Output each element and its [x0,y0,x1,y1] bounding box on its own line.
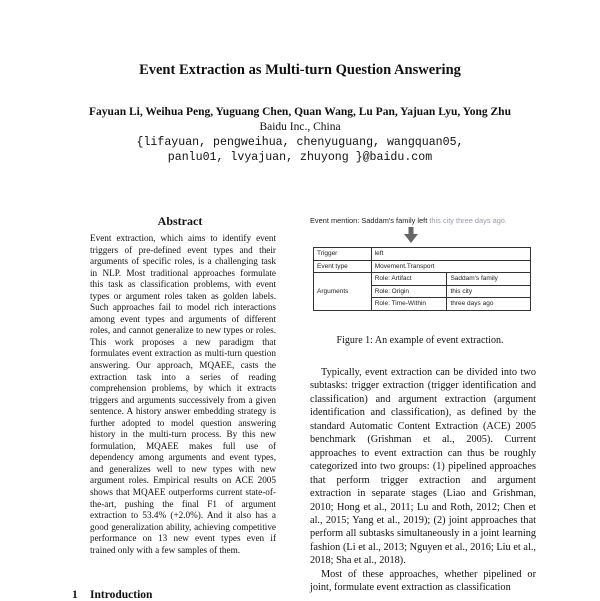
email-line-2: panlu01, lvyajuan, zhuyong }@baidu.com [167,151,433,164]
figure-sentence-faded: this city three days ago. [429,216,507,225]
figure-caption: Figure 1: An example of event extraction. [336,335,504,346]
table-row [314,260,531,273]
email-line-1: {lifayuan, pengweihua, chenyuguang, wangquan05, [136,136,464,149]
argument-value: Saddam's family [447,273,531,286]
paper-title: Event Extraction as Multi-turn Question Answering [139,62,461,78]
figure-table [313,247,531,311]
abstract-text: Event extraction, which aims to identify event triggers of pre-defined event types and their arguments of specific roles, is a challenging task in NLP. Most traditional approaches formulate this task as classification problems, with event types or argument roles taken as golden labels. Such approaches fail to model rich interactions among event types and arguments of different roles, and cannot generalize to new types or roles. This work proposes a new paradigm that formulates event extraction as multi-turn question answering. Our approach, MQAEE, casts the extraction task into a series of reading comprehension problems, by which it extracts triggers and arguments successively from a given sentence. A history answer embedding strategy is further adopted to model question answering history in the multi-turn process. By this new formulation, MQAEE makes full use of dependency among arguments and event types, and generalizes well to new types with new argument roles. Empirical results on ACE 2005 shows that MQAEE outperforms current state-of-the-art, pushing the final F1 of argument extraction to 53.4% (+2.0%). And it also has a good generalization ability, achieving competitive performance on 13 new event types even if trained only with a few samples of them. [90,233,276,555]
down-arrow-icon [404,227,418,243]
argument-role: Role: Artifact [371,273,447,286]
row-label-arguments: Arguments [314,273,372,311]
abstract-heading: Abstract [157,214,203,228]
intro-body [310,366,536,595]
table-row [314,248,531,261]
argument-role: Role: Origin [371,285,447,298]
argument-role: Role: Time-Within [371,298,447,311]
section-heading [72,589,152,601]
body-paragraph: Typically, event extraction can be divided into two subtasks: trigger extraction (trigger identification and classification) and argument extraction (argument identification and classification), as defined by the standard Automatic Content Extraction (ACE) 2005 benchmark (Grishman et al., 2005). Current approaches to event extraction can thus be roughly categorized into two groups: (1) pipelined approaches that perform trigger extraction and argument extraction in separate stages (Liao and Grishman, 2010; Hong et al., 2011; Lu and Roth, 2012; Chen et al., 2015; Yang et al., 2019); (2) joint approaches that perform all subtasks simultaneously in a joint learning fashion (Li et al., 2013; Nguyen et al., 2016; Liu et al., 2018; Sha et al., 2018). [310,367,536,567]
affiliation: Baidu Inc., China [259,121,341,133]
table-row [314,273,531,286]
row-label-trigger: Trigger [314,248,372,261]
author-list: Fayuan Li, Weihua Peng, Yuguang Chen, Quan Wang, Lu Pan, Yajuan Lyu, Yong Zhu [89,106,511,118]
event-type-value: Movement.Transport [371,260,530,273]
body-paragraph: Most of these approaches, whether pipelined or joint, formulate event extraction as classification [310,568,536,594]
argument-value: three days ago [447,298,531,311]
row-label-event-type: Event type [314,260,372,273]
figure-sentence [310,216,536,225]
section-title: Introduction [90,589,153,601]
trigger-value: left [371,248,530,261]
argument-value: this city [447,285,531,298]
figure-sentence-main: Event mention: Saddam's family left [310,216,428,225]
section-number: 1 [72,589,78,601]
